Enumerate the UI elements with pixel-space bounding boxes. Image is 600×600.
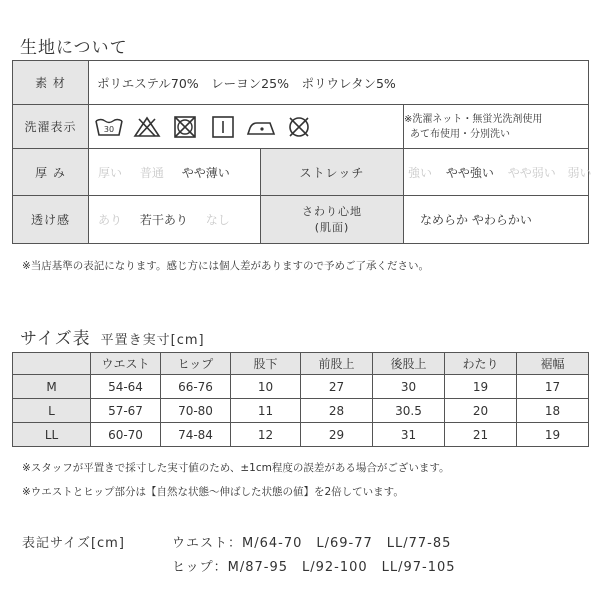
stretch-option: やや弱い [507,165,556,180]
wash-note-2: あて布使用・分別洗い [410,128,510,140]
table-row [13,399,589,423]
label-size-waist: ウエスト：M/64-70 L/69-77 LL/77-85 [172,536,452,551]
fabric-table [12,60,592,244]
wash-label: 洗濯表示 [13,105,89,149]
stretch-label: ストレッチ [261,149,404,196]
size-cell: 10 [231,375,301,399]
size-header-cell: わたり [445,353,517,375]
wash-30-icon [93,115,125,139]
size-cell: 19 [445,375,517,399]
thickness-option: 普通 [139,165,164,180]
size-cell: 70-80 [161,399,231,423]
material-value: ポリエステル70% レーヨン25% ポリウレタン5% [89,61,589,105]
size-header-cell: 前股上 [301,353,373,375]
size-cell: 66-76 [161,375,231,399]
touch-label-line1: さわり心地 [302,204,362,218]
size-cell: 57-67 [91,399,161,423]
sheer-label: 透け感 [13,196,89,244]
size-cell: 30 [373,375,445,399]
size-cell: 30.5 [373,399,445,423]
size-note-1: ※スタッフが平置きで採寸した実寸値のため、±1cm程度の誤差がある場合がございます。 [22,462,450,474]
fabric-title: 生地について [20,38,128,58]
stretch-option: 強い [408,165,433,180]
size-header-cell: ヒップ [161,353,231,375]
sheer-option: なし [205,213,230,227]
touch-label [261,196,404,244]
size-row-label: M [13,375,91,399]
hang-dry-icon [207,115,239,139]
size-cell: 20 [445,399,517,423]
size-cell: 74-84 [161,423,231,447]
size-row-label: LL [13,423,91,447]
material-label: 素 材 [13,61,89,105]
no-tumble-dry-icon [169,115,201,139]
touch-value: なめらか やわらかい [404,196,589,244]
size-cell: 60-70 [91,423,161,447]
sheer-option: あり [98,213,123,227]
size-subtitle: 平置き実寸[cm] [100,333,205,348]
label-size-hip: ヒップ：M/87-95 L/92-100 LL/97-105 [172,560,456,575]
size-header-cell [13,353,91,375]
size-cell: 17 [517,375,589,399]
size-header-cell: ウエスト [91,353,161,375]
size-cell: 29 [301,423,373,447]
size-header-cell: 後股上 [373,353,445,375]
size-table [12,352,589,447]
size-cell: 11 [231,399,301,423]
thickness-label: 厚 み [13,149,89,196]
sheer-option-selected: 若干あり [139,213,188,227]
size-cell: 12 [231,423,301,447]
sheer-options [89,196,261,244]
low-iron-icon [245,115,277,139]
touch-label-line2: (肌面) [314,220,350,234]
thickness-options [89,149,261,196]
stretch-option: 弱い [567,165,592,180]
wash-icons [89,105,404,149]
size-cell: 19 [517,423,589,447]
size-cell: 28 [301,399,373,423]
size-cell: 21 [445,423,517,447]
table-row [13,375,589,399]
size-title: サイズ表 [20,329,91,349]
size-header-row [13,353,589,375]
no-bleach-icon [131,115,163,139]
wash-note [404,105,589,149]
stretch-option-selected: やや強い [445,165,494,180]
size-cell: 54-64 [91,375,161,399]
size-cell: 31 [373,423,445,447]
size-header-cell: 裾幅 [517,353,589,375]
size-cell: 18 [517,399,589,423]
table-row [13,423,589,447]
size-cell: 27 [301,375,373,399]
thickness-option-selected: やや薄い [181,165,230,180]
stretch-options [404,149,592,196]
fabric-note: ※当店基準の表記になります。感じ方には個人差がありますので予めご了承ください。 [22,260,429,272]
svg-text:30: 30 [103,124,115,134]
no-dryclean-icon [283,115,315,139]
thickness-option: 厚い [98,165,123,180]
label-size-title: 表記サイズ[cm] [22,536,125,551]
wash-note-1: ※洗濯ネット・無蛍光洗剤使用 [404,113,543,125]
size-note-2: ※ウエストとヒップ部分は【自然な状態〜伸ばした状態の値】を2倍しています。 [22,486,404,498]
size-heading [20,324,205,349]
size-row-label: L [13,399,91,423]
size-header-cell: 股下 [231,353,301,375]
